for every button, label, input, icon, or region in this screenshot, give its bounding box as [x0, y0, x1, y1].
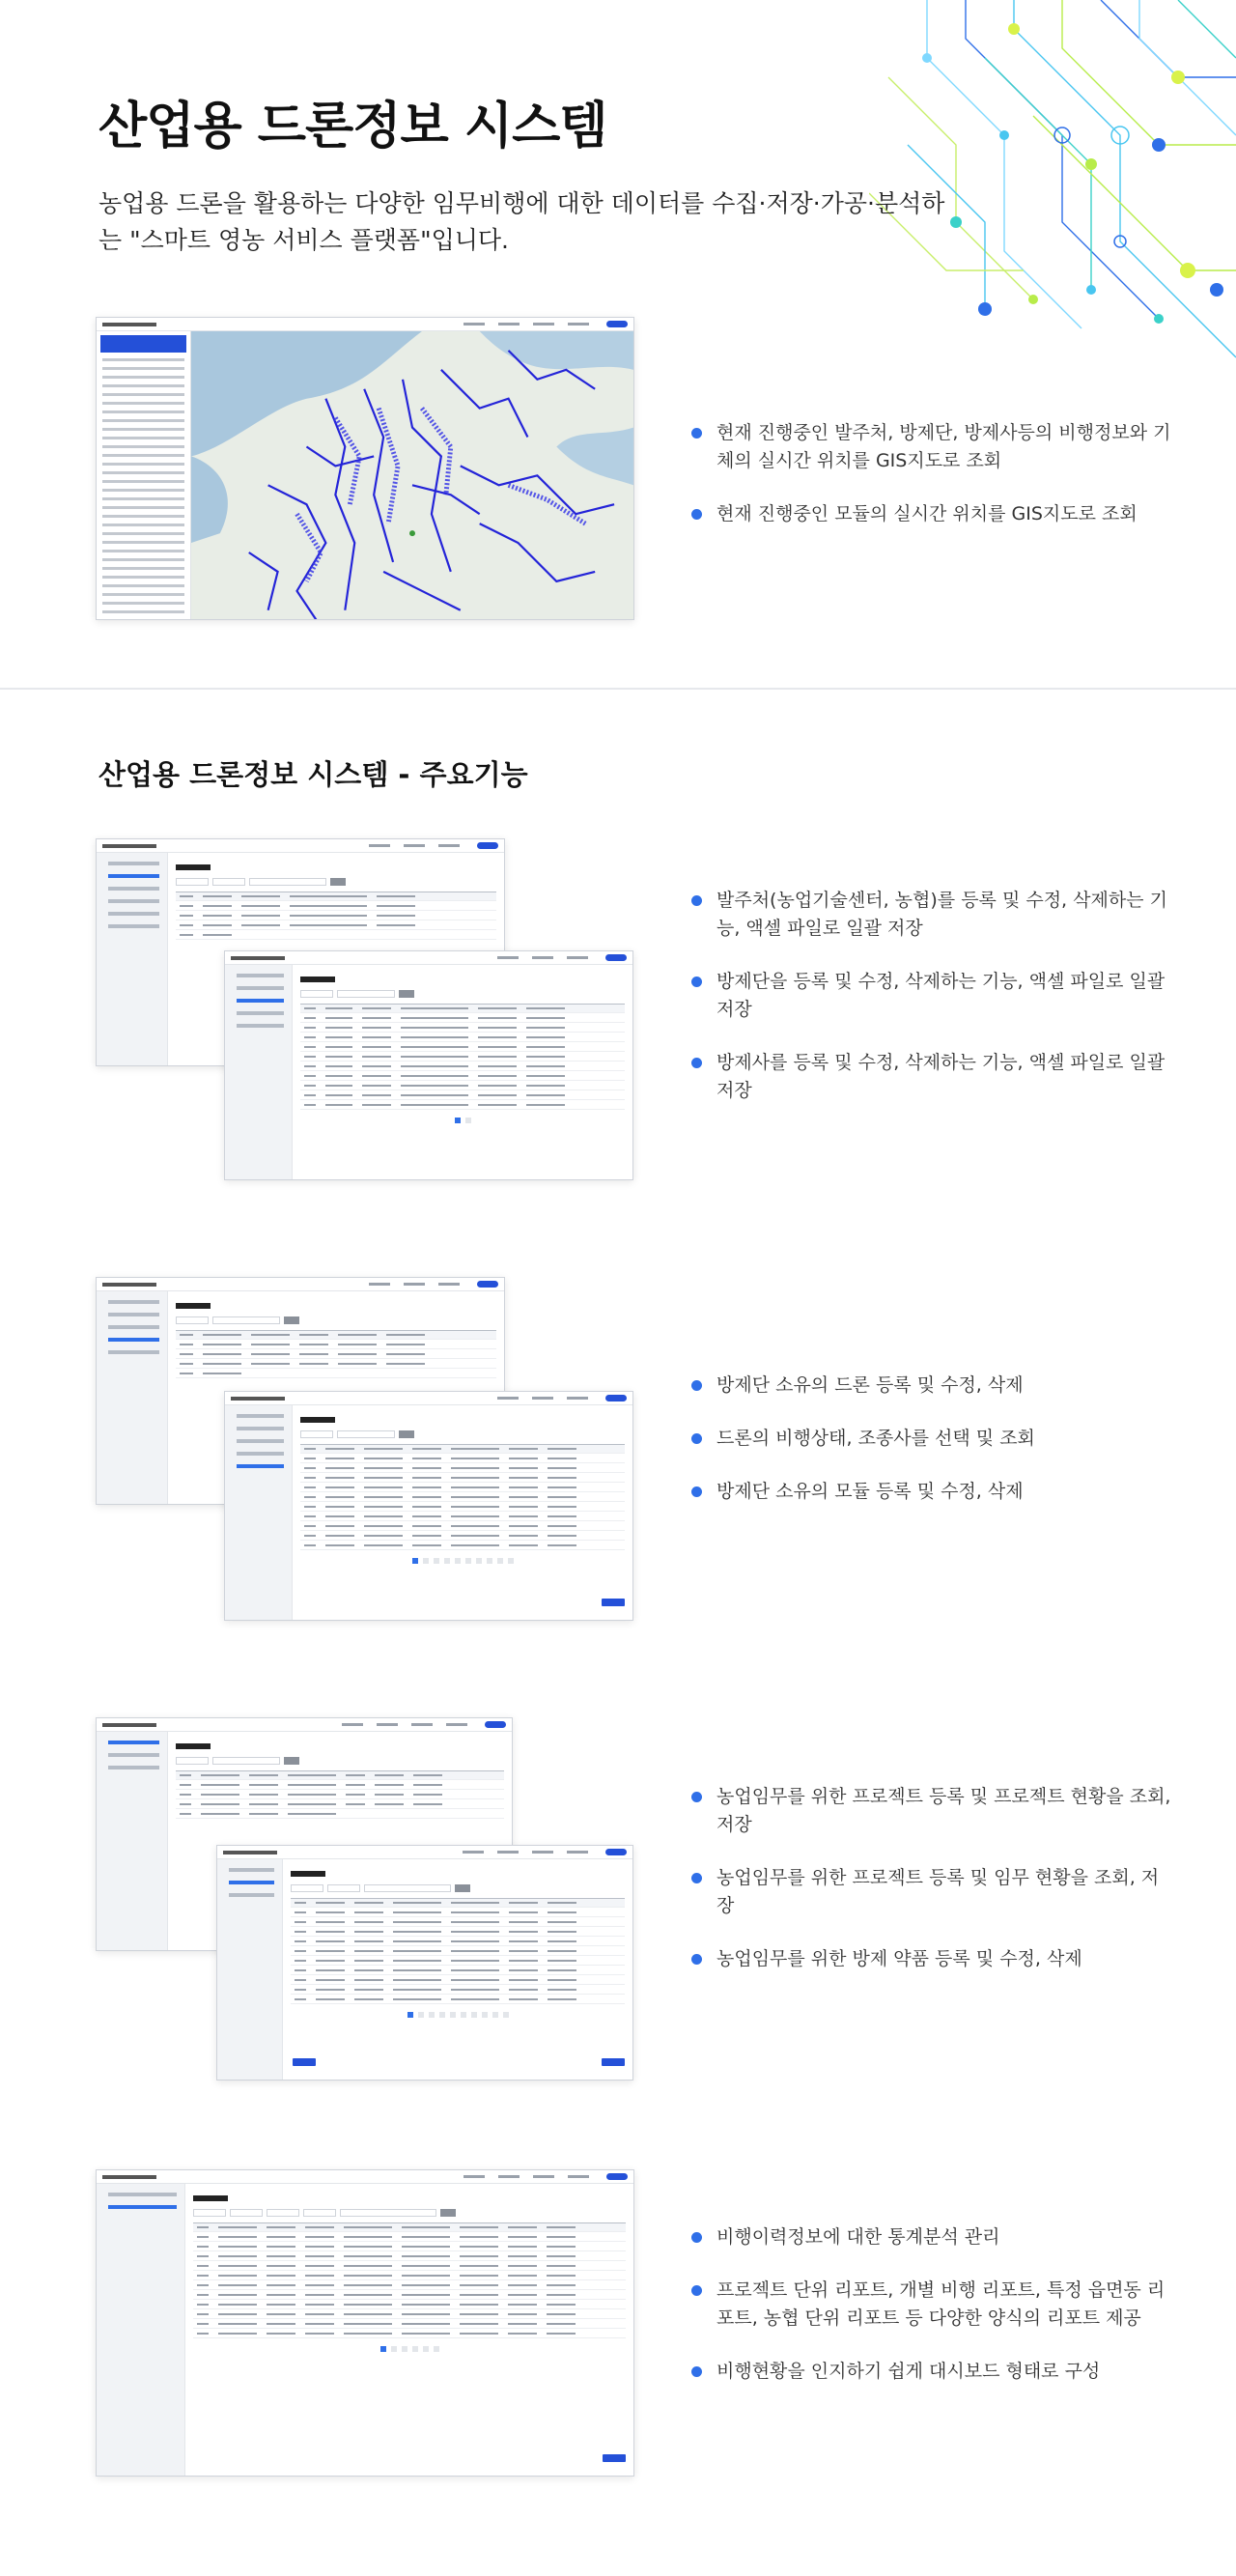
- feature-item: 방제사를 등록 및 수정, 삭제하는 기능, 액셀 파일로 일괄 저장: [691, 1049, 1174, 1105]
- feature-item: 현재 진행중인 발주처, 방제단, 방제사등의 비행정보와 기체의 실시간 위치를 GIS지도로 조회: [691, 419, 1174, 475]
- feature-item: 농업임무를 위한 방제 약품 등록 및 수정, 삭제: [691, 1945, 1174, 1973]
- feature-item: 방제단을 등록 및 수정, 삭제하는 기능, 액셀 파일로 일괄 저장: [691, 968, 1174, 1024]
- map-sidebar: [97, 331, 191, 619]
- section-title: 산업용 드론정보 시스템 - 주요기능: [98, 758, 528, 791]
- feature-item: 프로젝트 단위 리포트, 개별 비행 리포트, 특정 읍면동 리포트, 농협 단위 리포트 등 다양한 양식의 리포트 제공: [691, 2277, 1174, 2333]
- feature-item: 현재 진행중인 모듈의 실시간 위치를 GIS지도로 조회: [691, 500, 1174, 528]
- pilot-list-screenshot: [224, 950, 633, 1180]
- hero-description: 농업용 드론을 활용하는 다양한 임무비행에 대한 데이터를 수집·저장·가공·분석하는 "스마트 영농 서비스 플랫폼"입니다.: [98, 189, 945, 254]
- map-screenshot: [96, 317, 634, 620]
- section-divider: [0, 688, 1236, 690]
- feature-item: 농업임무를 위한 프로젝트 등록 및 프로젝트 현황을 조회, 저장: [691, 1783, 1174, 1839]
- hero-title: 산업용 드론정보 시스템: [98, 98, 607, 156]
- flight-history-screenshot: [96, 2169, 634, 2477]
- feature-item: 방제단 소유의 드론 등록 및 수정, 삭제: [691, 1372, 1174, 1400]
- feature-item: 방제단 소유의 모듈 등록 및 수정, 삭제: [691, 1478, 1174, 1506]
- feature-list-projects: [691, 1783, 1174, 1998]
- feature-item: 드론의 비행상태, 조종사를 선택 및 조회: [691, 1425, 1174, 1453]
- screenshot-topbar: [97, 318, 633, 331]
- feature-list-drones: [691, 1372, 1174, 1531]
- gis-map: [191, 331, 633, 620]
- module-list-screenshot: [224, 1391, 633, 1621]
- feature-item: 비행현황을 인지하기 쉽게 대시보드 형태로 구성: [691, 2358, 1174, 2386]
- feature-item: 비행이력정보에 대한 통계분석 관리: [691, 2223, 1174, 2251]
- mission-list-screenshot: [216, 1845, 633, 2081]
- feature-list-clients: [691, 887, 1174, 1130]
- feature-list-map: [691, 419, 1174, 553]
- feature-list-flight-history: [691, 2223, 1174, 2411]
- hero-section: [0, 0, 1236, 688]
- feature-item: 농업임무를 위한 프로젝트 등록 및 임무 현황을 조회, 저장: [691, 1864, 1174, 1920]
- feature-item: 발주처(농업기술센터, 농협)를 등록 및 수정, 삭제하는 기능, 액셀 파일로 일괄 저장: [691, 887, 1174, 943]
